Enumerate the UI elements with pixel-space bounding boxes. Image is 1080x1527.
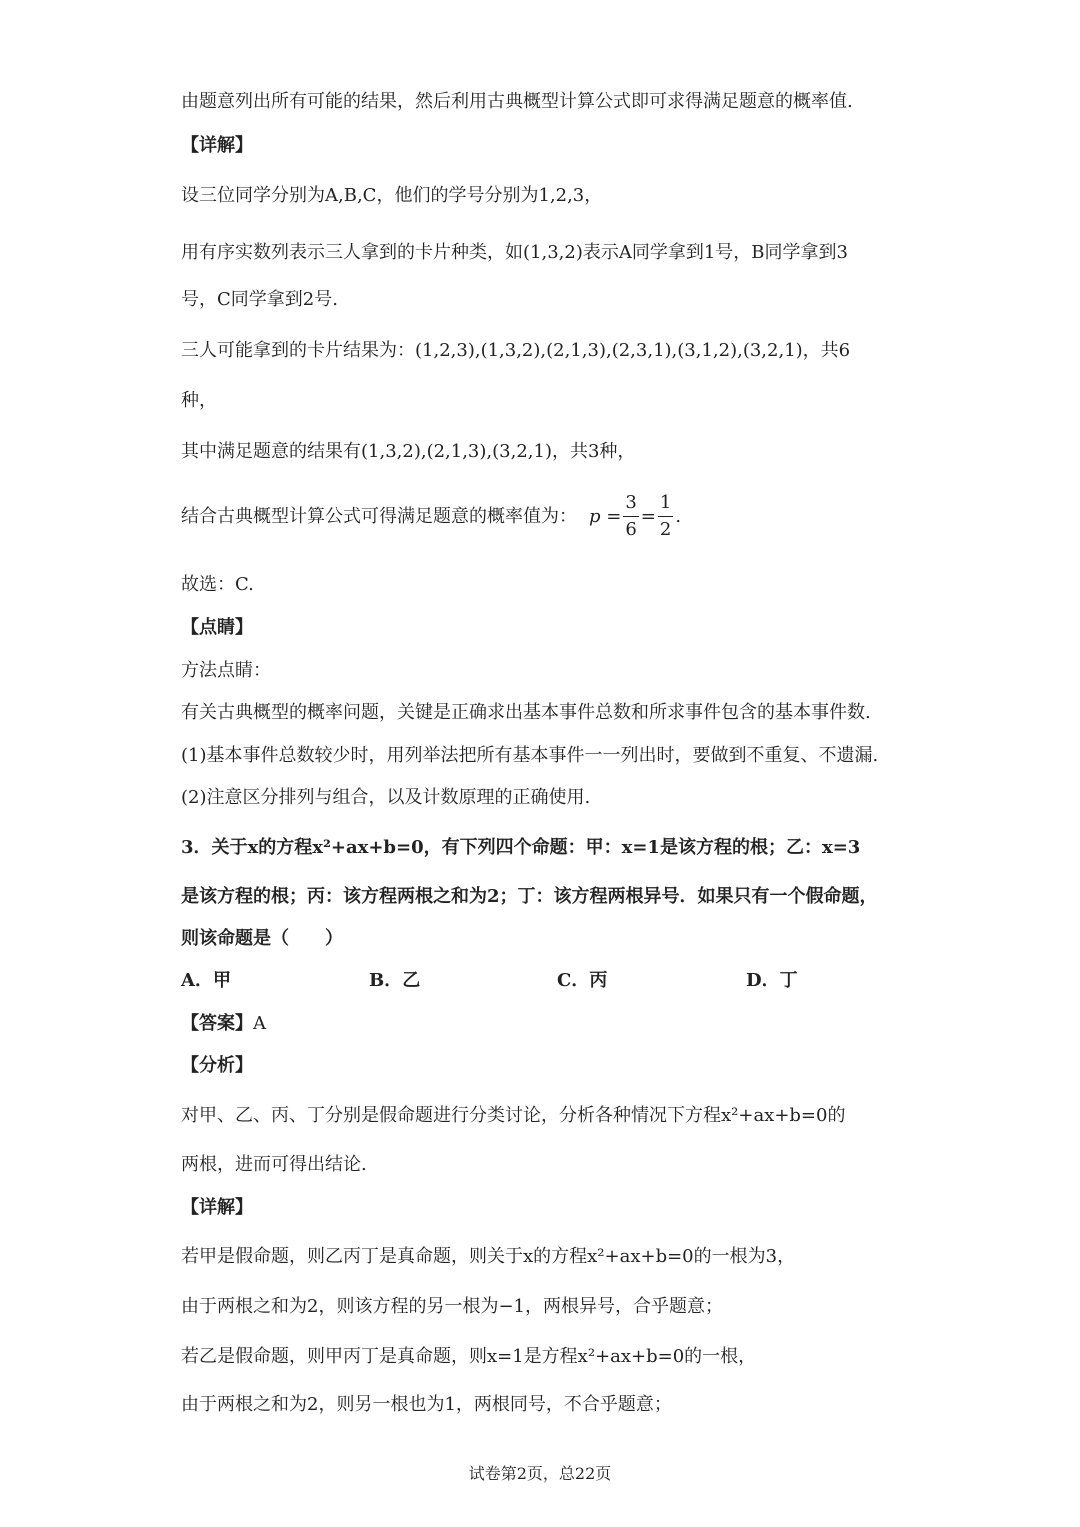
page-footer: 试卷第2页，总22页 — [468, 1464, 612, 1483]
text-line: 若甲是假命题，则乙丙丁是真命题，则关于x的方程x²+ax+b=0的一根为3， — [181, 1246, 796, 1267]
option-c: C．丙 — [557, 970, 608, 991]
option-a: A．甲 — [181, 970, 231, 991]
text-line: 号，C同学拿到2号. — [181, 289, 338, 310]
text-line: 两根，进而可得出结论. — [181, 1154, 367, 1175]
question-3-text: 是该方程的根；丙：该方程两根之和为2；丁：该方程两根异号．如果只有一个假命题， — [181, 886, 878, 907]
text-line: 若乙是假命题，则甲丙丁是真命题，则x=1是方程x²+ax+b=0的一根， — [181, 1346, 757, 1367]
option-d: D．丁 — [746, 970, 798, 991]
answer-line — [181, 1011, 266, 1037]
text-line: 对甲、乙、丙、丁分别是假命题进行分类讨论，分析各种情况下方程x²+ax+b=0的 — [181, 1105, 846, 1126]
question-3-text: 3．关于x的方程x²+ax+b=0，有下列四个命题：甲：x=1是该方程的根；乙：x=3 — [181, 837, 861, 858]
answer-label: 【答案】 — [181, 1013, 253, 1034]
text-line: (1)基本事件总数较少时，用列举法把所有基本事件一一列出时，要做到不重复、不遗漏. — [181, 745, 879, 766]
section-heading-tip: 【点睛】 — [181, 617, 253, 638]
text-line: 方法点睛： — [181, 660, 271, 681]
text-line: 用有序实数列表示三人拿到的卡片种类，如(1,3,2)表示A同学拿到1号，B同学拿到3 — [181, 242, 848, 263]
numerator: 3 — [623, 490, 638, 517]
text-line: 由题意列出所有可能的结果，然后利用古典概型计算公式即可求得满足题意的概率值. — [181, 91, 853, 112]
text-line: 设三位同学分别为A,B,C，他们的学号分别为1,2,3， — [181, 185, 603, 206]
fraction-one-half — [658, 490, 673, 543]
text-line: 其中满足题意的结果有(1,3,2),(2,1,3),(3,2,1)，共3种， — [181, 441, 636, 462]
answer-value: A — [253, 1013, 266, 1034]
fraction-three-sixths — [623, 490, 638, 543]
text-line: 由于两根之和为2，则另一根也为1，两根同号，不合乎题意； — [181, 1394, 672, 1415]
period: . — [675, 505, 682, 527]
section-heading-detail: 【详解】 — [181, 1197, 253, 1218]
denominator: 6 — [625, 519, 637, 540]
text-line: 种， — [181, 390, 217, 411]
text-line: 故选：C. — [181, 574, 254, 595]
question-3-text: 则该命题是（ ） — [181, 928, 343, 949]
section-heading-detail: 【详解】 — [181, 135, 253, 156]
text-segment: 结合古典概型计算公式可得满足题意的概率值为： — [181, 505, 577, 527]
answer-options — [181, 968, 901, 994]
numerator: 1 — [658, 490, 673, 517]
equals-sign: = — [640, 505, 656, 527]
option-b: B．乙 — [369, 970, 421, 991]
text-line: 三人可能拿到的卡片结果为：(1,2,3),(1,3,2),(2,1,3),(2,3,1),(3,1,2),(3,2,1)，共6 — [181, 340, 851, 361]
section-heading-analysis: 【分析】 — [181, 1055, 253, 1076]
text-line: (2)注意区分排列与组合，以及计数原理的正确使用. — [181, 787, 591, 808]
text-line: 有关古典概型的概率问题，关键是正确求出基本事件总数和所求事件包含的基本事件数. — [181, 702, 871, 723]
denominator: 2 — [659, 519, 672, 540]
formula-variable: p = — [589, 505, 622, 527]
probability-formula-line — [181, 490, 681, 543]
text-line: 由于两根之和为2，则该方程的另一根为−1，两根异号，合乎题意； — [181, 1296, 723, 1317]
